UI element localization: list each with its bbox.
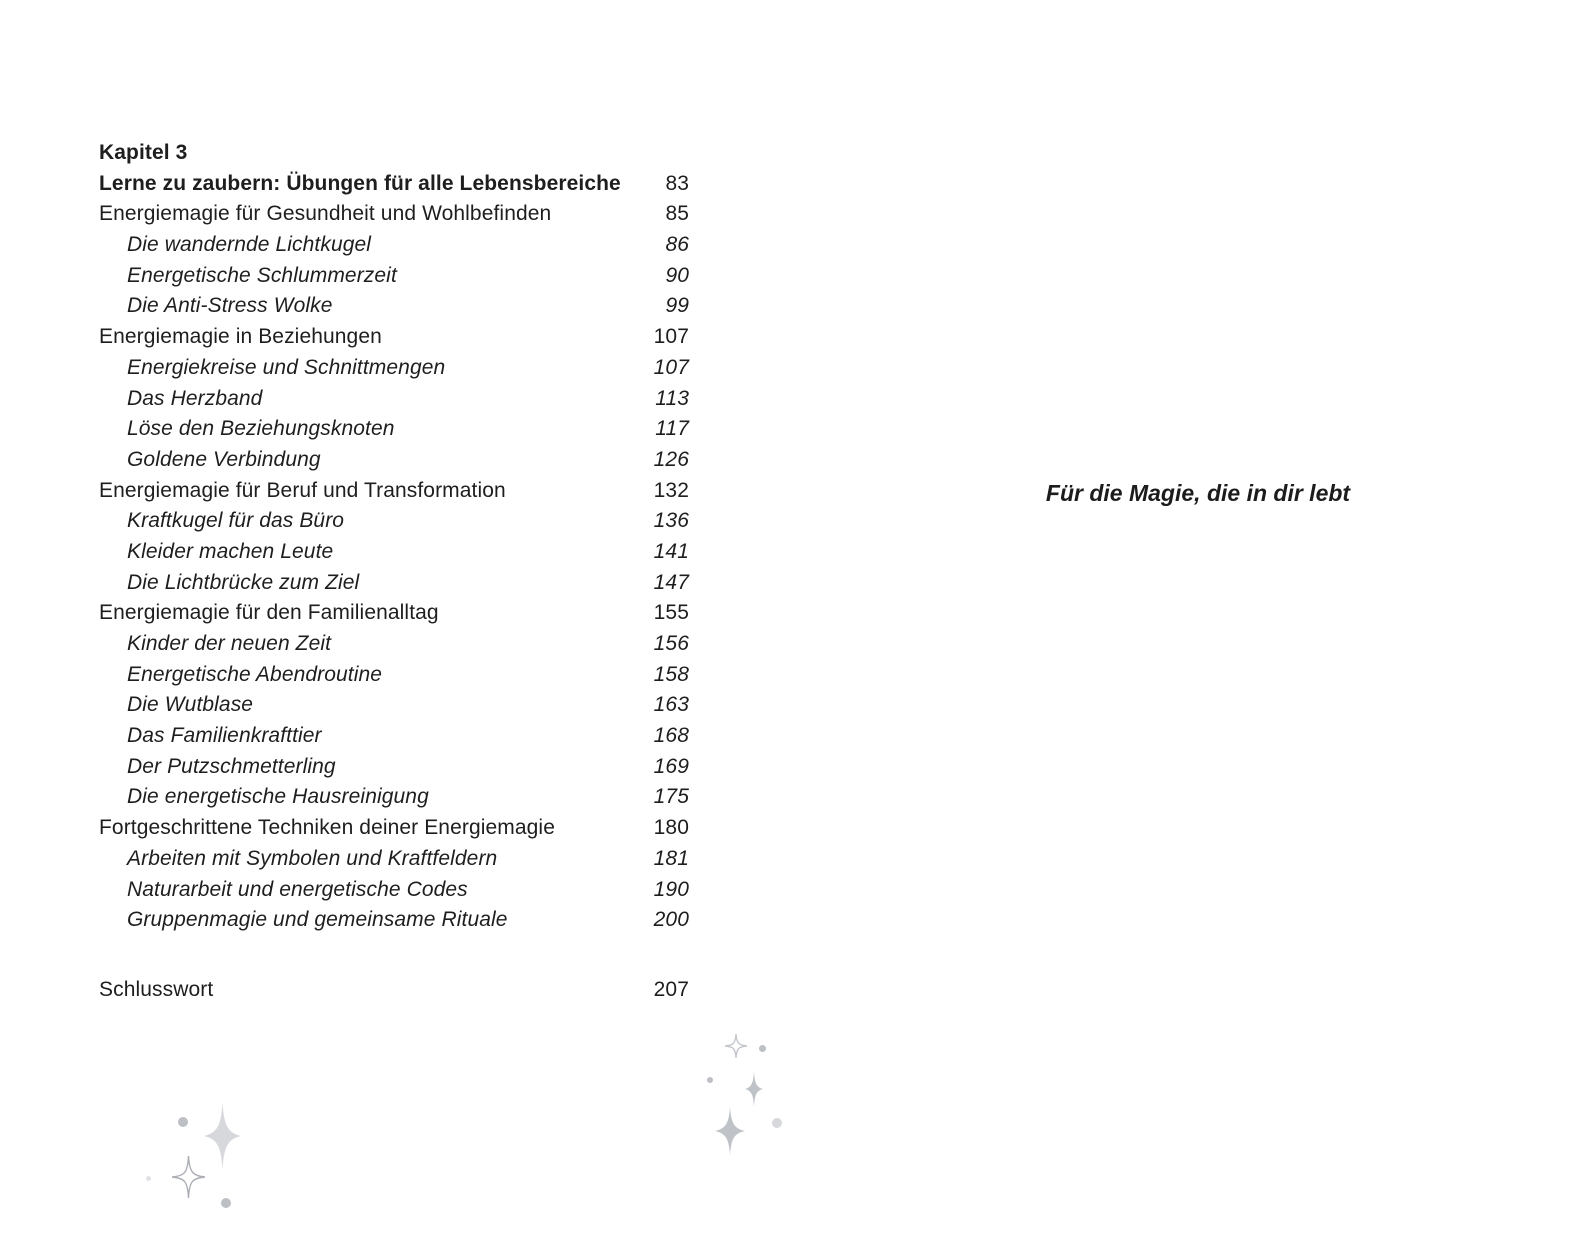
toc-subentry: [99, 414, 689, 445]
toc-entry-label: Das Herzband: [127, 386, 263, 410]
table-of-contents: [99, 138, 689, 1006]
sparkle-icon: [715, 1107, 745, 1155]
toc-subentry: [99, 353, 689, 384]
toc-entry-label: Energiemagie in Beziehungen: [99, 325, 382, 349]
page-number: 200: [653, 908, 689, 932]
page-number: 90: [665, 263, 689, 287]
toc-entry: [99, 199, 689, 230]
page-number: 136: [653, 509, 689, 533]
toc-entry: [99, 598, 689, 629]
toc-entry-label: Schlusswort: [99, 977, 214, 1001]
toc-subentry: [99, 445, 689, 476]
toc-subentry: [99, 905, 689, 936]
toc-entry-label: Energiekreise und Schnittmengen: [127, 355, 446, 379]
toc-entry-label: Arbeiten mit Symbolen und Kraftfeldern: [127, 846, 498, 870]
sparkle-dot-icon: [178, 1117, 188, 1127]
page-number: 147: [653, 570, 689, 594]
toc-subentry: [99, 875, 689, 906]
toc-entry-label: Die wandernde Lichtkugel: [127, 233, 372, 257]
toc-entry-label: Fortgeschrittene Techniken deiner Energiemagie: [99, 816, 555, 840]
page-number: 107: [653, 325, 689, 349]
toc-entry-label: Energiemagie für den Familienalltag: [99, 601, 439, 625]
toc-entry-label: Die Wutblase: [127, 693, 254, 717]
page-number: 207: [653, 977, 689, 1001]
toc-subentry: [99, 230, 689, 261]
toc-entry-label: Energetische Abendroutine: [127, 662, 383, 686]
page-number: 156: [653, 632, 689, 655]
page-number: 180: [653, 816, 689, 840]
toc-entry-label: Energiemagie für Beruf und Transformation: [99, 478, 506, 502]
toc-entry-label: Löse den Beziehungsknoten: [127, 417, 395, 441]
toc-entry-label: Die Lichtbrücke zum Ziel: [127, 570, 360, 594]
page-number: 158: [653, 662, 689, 686]
toc-subentry: [99, 384, 689, 415]
toc-entry-label: Das Familienkrafttier: [127, 724, 322, 748]
toc-subentry: [99, 752, 689, 783]
toc-entry-label: Energetische Schlummerzeit: [127, 263, 397, 287]
toc-subentry: [99, 568, 689, 599]
toc-subentry: [99, 782, 689, 813]
toc-entry-label: Gruppenmagie und gemeinsame Rituale: [127, 908, 508, 932]
toc-entry-label: Goldene Verbindung: [127, 447, 321, 471]
toc-entry: [99, 813, 689, 844]
sparkle-dot-icon: [759, 1045, 766, 1052]
toc-entry-label: Energiemagie für Gesundheit und Wohlbefinden: [99, 202, 552, 226]
sparkle-speck-icon: [146, 1176, 151, 1181]
toc-subentry: [99, 506, 689, 537]
sparkle-outline-icon: [725, 1034, 747, 1058]
toc-entry: [99, 476, 689, 507]
page-number: 132: [653, 478, 689, 502]
chapter-title: Lerne zu zaubern: Übungen für alle Lebensbereiche: [99, 171, 621, 195]
sparkle-dot-icon: [707, 1077, 713, 1083]
toc-subentry: [99, 721, 689, 752]
page-number: 181: [653, 846, 689, 870]
page-number: 85: [665, 202, 689, 226]
toc-entry-schlusswort: [99, 975, 689, 1006]
toc-entry-label: Kraftkugel für das Büro: [127, 509, 345, 533]
chapter-label-row: [99, 138, 689, 169]
page-number: 190: [653, 877, 689, 901]
toc-subentry: [99, 291, 689, 322]
page-number: 86: [665, 233, 689, 257]
page-number: 126: [653, 447, 689, 471]
toc-entry-label: Der Putzschmetterling: [127, 754, 336, 778]
sparkle-dot-icon: [221, 1198, 231, 1208]
toc-entry-label: Die energetische Hausreinigung: [127, 785, 429, 809]
toc-subentry: [99, 261, 689, 292]
toc-entry-label: Kinder der neuen Zeit: [127, 632, 332, 655]
toc-entry-label: Kleider machen Leute: [127, 539, 334, 563]
toc-subentry: [99, 844, 689, 875]
page-number: 107: [653, 355, 689, 379]
toc-subentry: [99, 690, 689, 721]
toc-entry-label: Naturarbeit und energetische Codes: [127, 877, 468, 901]
page-number: 83: [665, 171, 689, 195]
toc-entry-label: Die Anti-Stress Wolke: [127, 294, 333, 318]
page-number: 163: [653, 693, 689, 717]
chapter-label: Kapitel 3: [99, 141, 188, 164]
toc-subentry: [99, 629, 689, 660]
sparkle-outline-icon: [172, 1156, 205, 1198]
sparkle-dot-icon: [772, 1118, 782, 1128]
sparkle-icon: [204, 1103, 241, 1169]
page-number: 169: [653, 754, 689, 778]
page-number: 175: [653, 785, 689, 809]
page-number: 117: [655, 417, 689, 441]
chapter-title-row: [99, 169, 689, 200]
toc-subentry: [99, 537, 689, 568]
toc-entry: [99, 322, 689, 353]
page-number: 155: [653, 601, 689, 625]
dedication-text: Für die Magie, die in dir lebt: [1045, 480, 1351, 506]
page-number: 99: [665, 294, 689, 318]
toc-subentry: [99, 660, 689, 691]
page-number: 168: [653, 724, 689, 748]
page-number: 113: [655, 386, 689, 410]
sparkle-icon: [745, 1071, 763, 1107]
page-number: 141: [653, 539, 689, 563]
